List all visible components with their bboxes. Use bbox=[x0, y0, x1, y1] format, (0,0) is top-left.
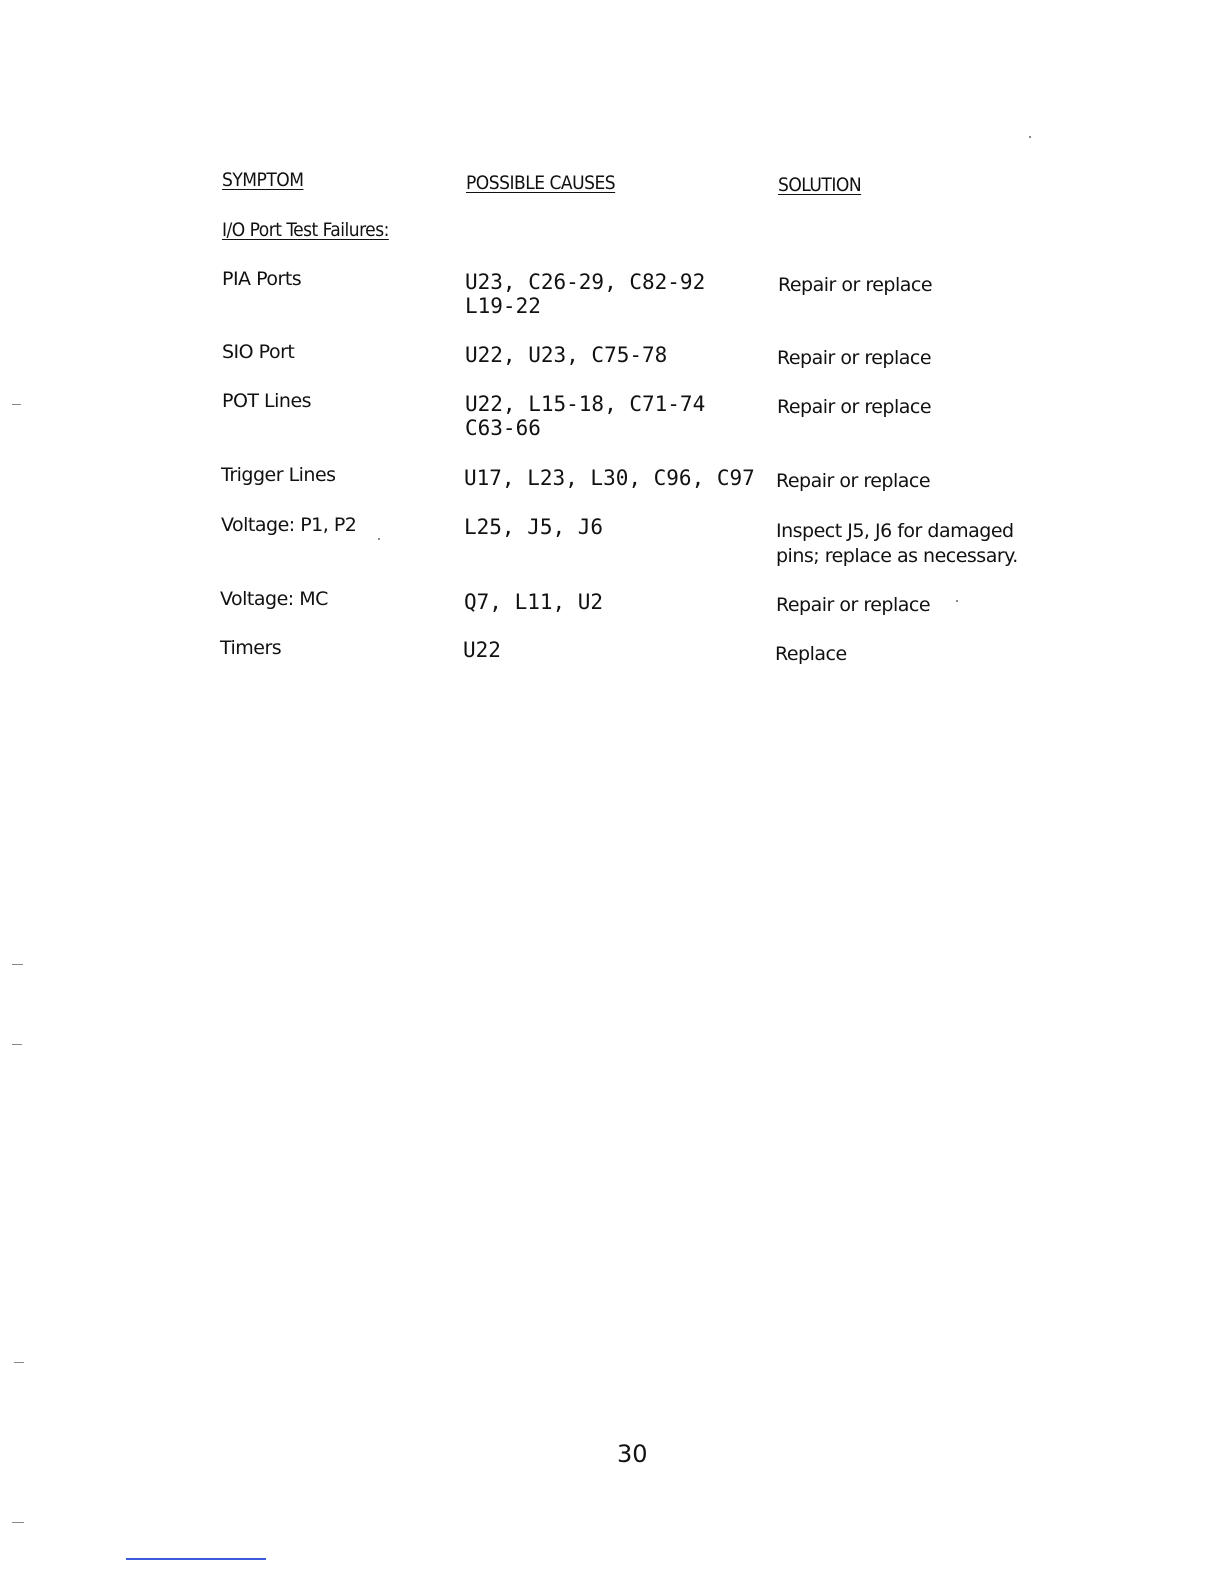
row-solution: Repair or replace bbox=[777, 396, 932, 418]
row-solution: Inspect J5, J6 for damaged pins; replace as necessary. bbox=[776, 520, 1018, 567]
row-causes: U23, C26-29, C82-92 L19-22 bbox=[465, 270, 706, 318]
row-symptom: Voltage: P1, P2 bbox=[221, 514, 357, 536]
row-causes: U22, L15-18, C71-74 C63-66 bbox=[465, 392, 706, 440]
row-causes: U17, L23, L30, C96, C97 bbox=[464, 466, 755, 490]
scan-speck bbox=[12, 1522, 24, 1523]
row-symptom: Voltage: MC bbox=[220, 588, 328, 610]
scan-speck bbox=[12, 964, 23, 965]
scan-speck bbox=[956, 600, 958, 602]
header-possible-causes: POSSIBLE CAUSES bbox=[466, 172, 616, 194]
row-symptom: Trigger Lines bbox=[221, 464, 336, 486]
header-symptom: SYMPTOM bbox=[222, 169, 304, 191]
row-causes: L25, J5, J6 bbox=[464, 515, 604, 539]
scan-speck bbox=[14, 1362, 24, 1363]
row-solution: Repair or replace bbox=[776, 470, 931, 492]
scan-speck bbox=[378, 538, 380, 540]
header-solution: SOLUTION bbox=[778, 174, 862, 196]
row-solution: Repair or replace bbox=[778, 274, 933, 296]
row-solution: Repair or replace bbox=[777, 347, 932, 369]
row-causes: U22, U23, C75-78 bbox=[465, 343, 668, 367]
scan-speck bbox=[12, 1044, 22, 1045]
section-title: I/O Port Test Failures: bbox=[222, 219, 389, 241]
row-symptom: PIA Ports bbox=[222, 268, 302, 290]
scan-speck bbox=[1029, 136, 1031, 138]
row-symptom: POT Lines bbox=[222, 390, 312, 412]
row-causes: U22 bbox=[463, 638, 501, 662]
row-causes: Q7, L11, U2 bbox=[464, 590, 604, 614]
row-symptom: SIO Port bbox=[222, 341, 295, 363]
scan-speck bbox=[12, 404, 21, 405]
scan-blue-line bbox=[126, 1558, 266, 1560]
page-number: 30 bbox=[617, 1440, 648, 1468]
row-solution: Repair or replace bbox=[776, 594, 931, 616]
row-solution: Replace bbox=[775, 643, 847, 665]
row-symptom: Timers bbox=[220, 637, 282, 659]
